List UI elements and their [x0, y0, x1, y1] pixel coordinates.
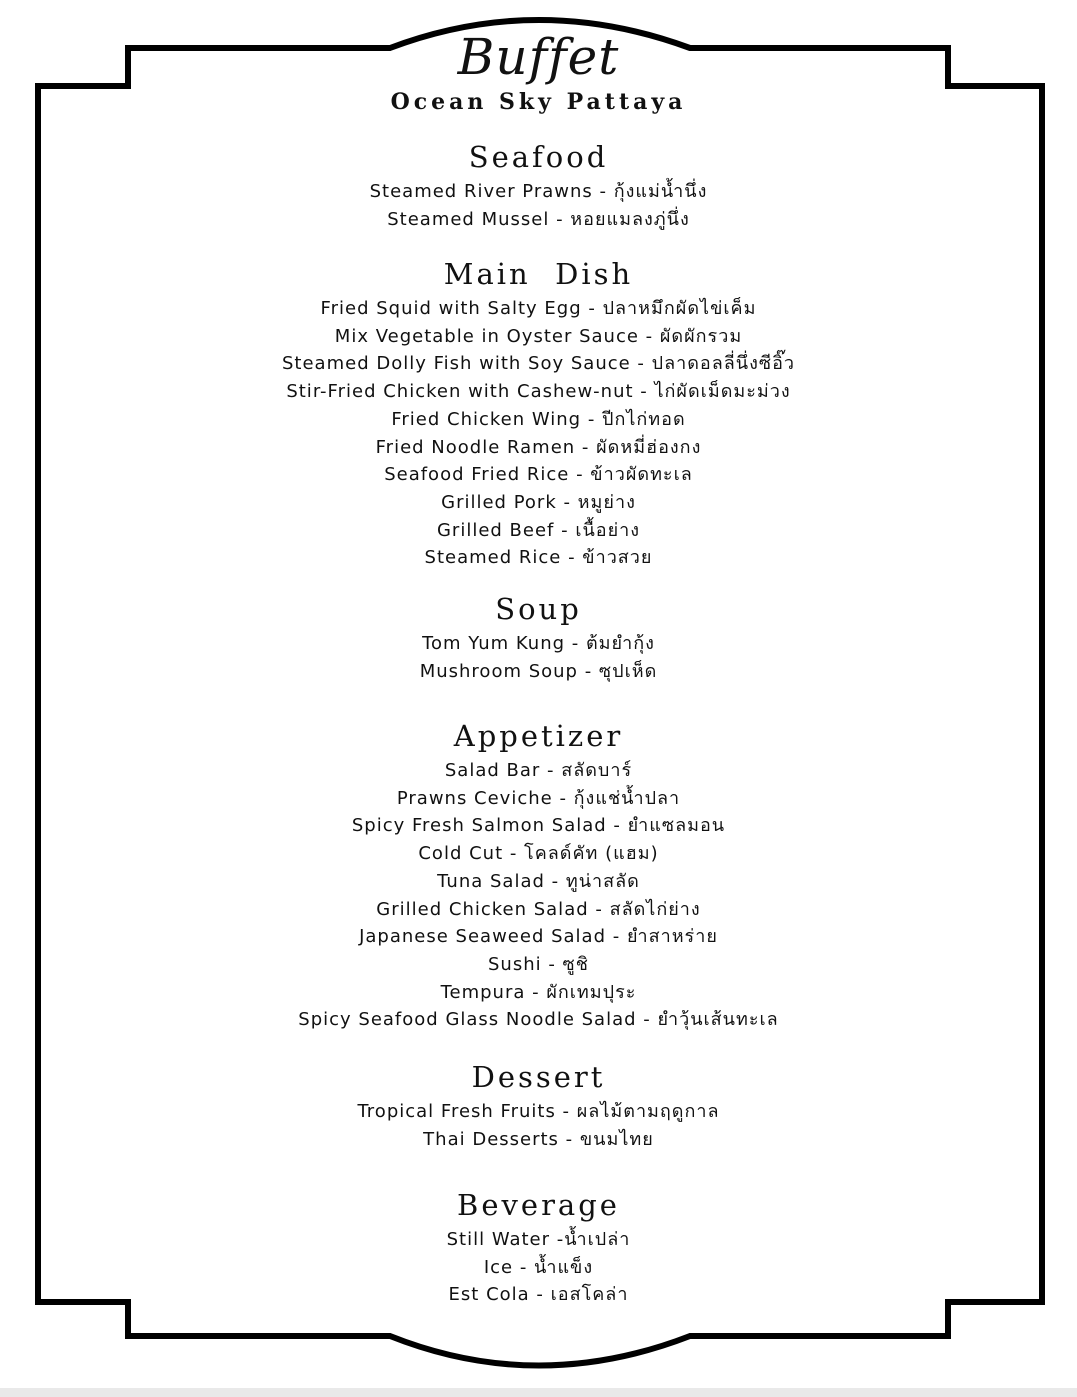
section-title: Seafood — [468, 140, 609, 174]
menu-item: Prawns Ceviche - กุ้งแช่น้ำปลา — [396, 787, 681, 809]
section-title: Appetizer — [453, 719, 624, 753]
menu-item: Mushroom Soup - ซุปเห็ด — [419, 660, 658, 682]
section-title: Beverage — [457, 1188, 620, 1222]
menu-item: Fried Noodle Ramen - ผัดหมี่ฮ่องกง — [375, 436, 702, 458]
section-main-dish — [0, 255, 1077, 572]
bottom-edge-strip — [0, 1388, 1077, 1397]
section-seafood — [0, 138, 1077, 233]
menu-item: Cold Cut - โคลด์คัท (แฮม) — [418, 843, 659, 865]
menu-item: Tempura - ผักเทมปุระ — [440, 981, 637, 1003]
menu-item: Tuna Salad - ทูน่าสลัด — [437, 870, 640, 892]
menu-item: Sushi - ซูชิ — [488, 953, 589, 975]
section-beverage — [0, 1186, 1077, 1309]
menu-item: Still Water -น้ำเปล่า — [446, 1229, 631, 1250]
menu-item: Steamed Mussel - หอยแมลงภู่นึ่ง — [387, 208, 690, 230]
menu-item: Spicy Fresh Salmon Salad - ยำแซลมอน — [351, 815, 726, 837]
section-title: Main Dish — [443, 257, 634, 291]
menu-item: Tropical Fresh Fruits - ผลไม้ตามฤดูกาล — [357, 1101, 720, 1122]
menu-item: Japanese Seaweed Salad - ยำสาหร่าย — [359, 926, 718, 948]
menu-item: Fried Squid with Salty Egg - ปลาหมึกผัดไข่เค็ม — [320, 298, 757, 319]
section-soup — [0, 590, 1077, 685]
menu-item: Grilled Chicken Salad - สลัดไก่ย่าง — [376, 898, 701, 920]
menu-item: Steamed River Prawns - กุ้งแม่น้ำนึ่ง — [369, 181, 708, 202]
menu-item: Tom Yum Kung - ต้มยำกุ้ง — [422, 633, 655, 654]
menu-item: Seafood Fried Rice - ข้าวผัดทะเล — [384, 464, 693, 486]
section-title: Dessert — [471, 1060, 606, 1094]
section-title: Soup — [495, 592, 582, 626]
menu-item: Ice - น้ำแข็ง — [483, 1256, 594, 1278]
menu-item: Fried Chicken Wing - ปีกไก่ทอด — [391, 408, 686, 430]
menu-item: Stir-Fried Chicken with Cashew-nut - ไก่ผัดเม็ดมะม่วง — [286, 381, 791, 403]
venue-name: Ocean Sky Pattaya — [390, 89, 687, 115]
menu-item: Grilled Pork - หมูย่าง — [441, 491, 636, 513]
menu-item: Est Cola - เอสโคล่า — [448, 1284, 629, 1306]
menu-item: Steamed Rice - ข้าวสวย — [424, 547, 653, 569]
menu-item: Grilled Beef - เนื้อย่าง — [436, 519, 641, 541]
section-appetizer — [0, 717, 1077, 1034]
menu-item: Thai Desserts - ขนมไทย — [423, 1128, 654, 1150]
section-dessert — [0, 1058, 1077, 1153]
menu-title: Buffet — [457, 28, 620, 86]
menu-item: Salad Bar - สลัดบาร์ — [444, 760, 633, 781]
menu-item: Spicy Seafood Glass Noodle Salad - ยำวุ้นเส้นทะเล — [298, 1009, 779, 1031]
menu-item: Mix Vegetable in Oyster Sauce - ผัดผักรวม — [334, 325, 743, 347]
menu-item: Steamed Dolly Fish with Soy Sauce - ปลาดอลลี่นึ่งซีอิ๊ว — [282, 353, 795, 375]
